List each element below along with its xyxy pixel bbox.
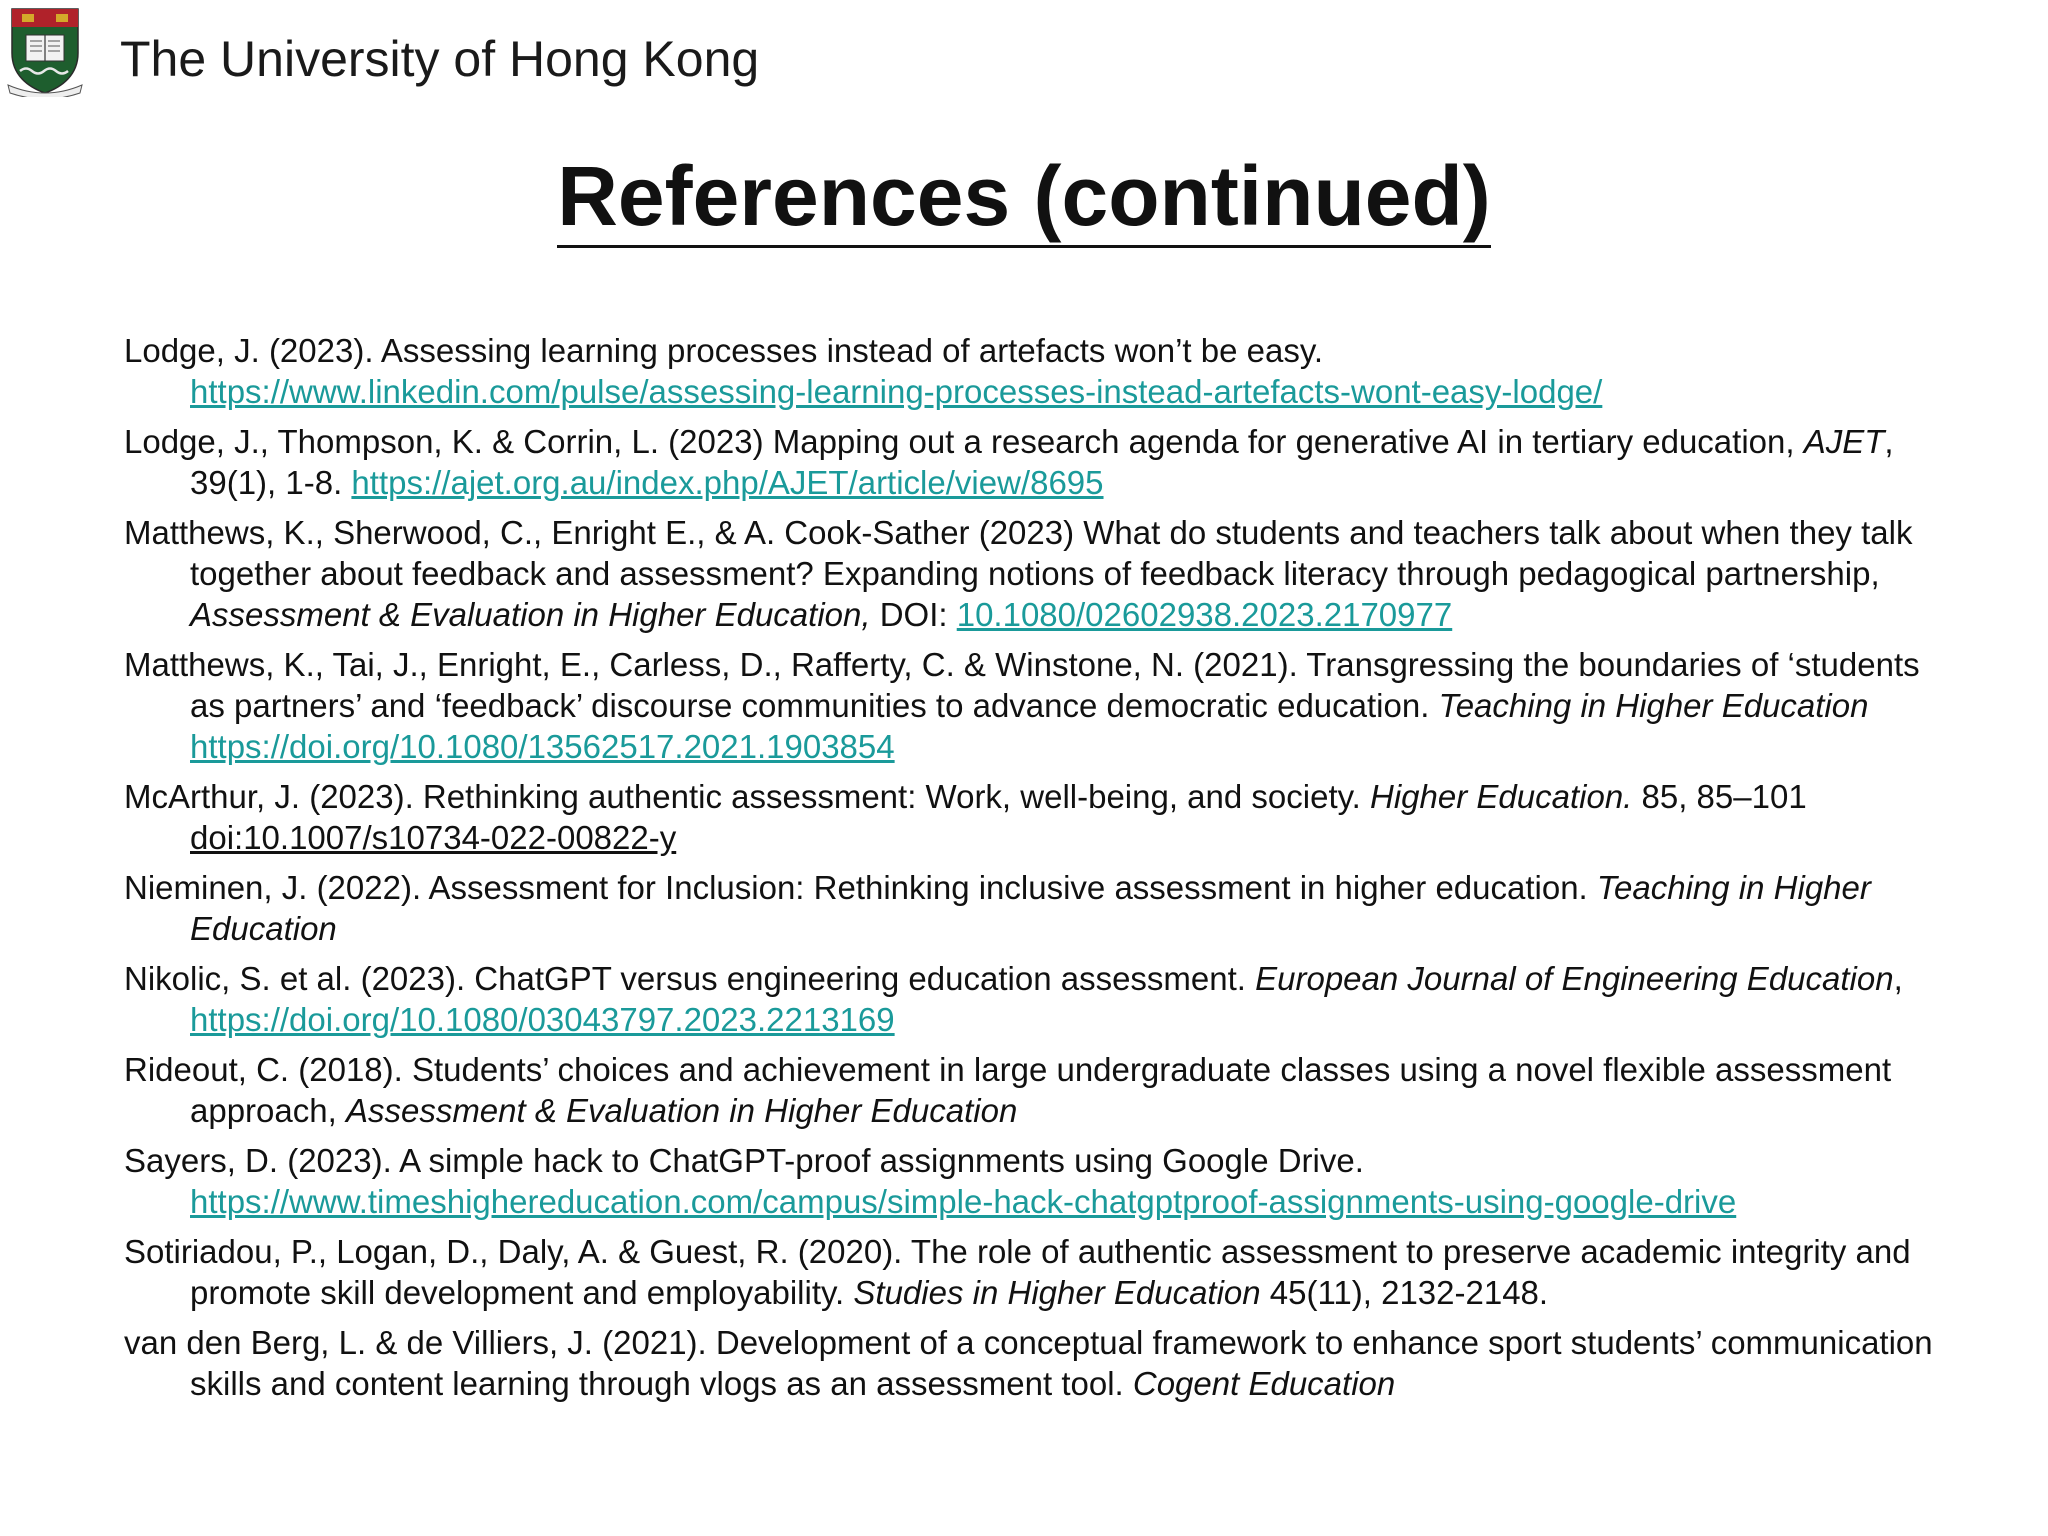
reference-entry bbox=[124, 512, 1944, 635]
reference-journal: Studies in Higher Education bbox=[853, 1274, 1261, 1311]
reference-details: , 39(1), 1-8. bbox=[190, 423, 1894, 501]
reference-link[interactable]: https://doi.org/10.1080/03043797.2023.2213169 bbox=[190, 1001, 895, 1038]
reference-text: Sotiriadou, P., Logan, D., Daly, A. & Guest, R. (2020). The role of authentic assessment to preserve academic integrity and promote skill development and employability. bbox=[124, 1233, 1911, 1311]
slide-header bbox=[6, 6, 84, 96]
reference-text: Sayers, D. (2023). A simple hack to ChatGPT-proof assignments using Google Drive. bbox=[124, 1142, 1364, 1179]
reference-entry bbox=[124, 421, 1944, 503]
reference-link[interactable]: https://doi.org/10.1080/13562517.2021.1903854 bbox=[190, 728, 895, 765]
reference-journal: AJET bbox=[1803, 423, 1885, 460]
reference-text: McArthur, J. (2023). Rethinking authentic assessment: Work, well-being, and society. bbox=[124, 778, 1371, 815]
reference-entry bbox=[124, 867, 1944, 949]
institution-name: The University of Hong Kong bbox=[120, 31, 760, 87]
reference-journal: Assessment & Evaluation in Higher Education, bbox=[190, 596, 871, 633]
reference-entry bbox=[124, 776, 1944, 858]
reference-text: Matthews, K., Sherwood, C., Enright E., & A. Cook-Sather (2023) What do students and teachers talk about when they talk together about feedback and assessment? Expanding notions of feedback literacy through pedagogical partnership, bbox=[124, 514, 1913, 592]
reference-doi-link[interactable]: doi:10.1007/s10734-022-00822-y bbox=[190, 819, 677, 856]
reference-entry bbox=[124, 330, 1944, 412]
slide-title bbox=[0, 146, 2048, 246]
reference-list bbox=[124, 330, 1944, 1413]
reference-details: 85, 85–101 bbox=[1632, 778, 1807, 815]
slide-title-text: References (continued) bbox=[557, 149, 1491, 248]
reference-journal: Cogent Education bbox=[1132, 1365, 1396, 1402]
reference-entry bbox=[124, 644, 1944, 767]
reference-journal: Teaching in Higher Education bbox=[190, 869, 1871, 947]
reference-link[interactable]: https://www.timeshighereducation.com/campus/simple-hack-chatgptproof-assignments-using-google-drive bbox=[190, 1183, 1737, 1220]
reference-entry bbox=[124, 1231, 1944, 1313]
reference-text: van den Berg, L. & de Villiers, J. (2021). Development of a conceptual framework to enhance sport students’ communication skills and content learning through vlogs as an assessment tool. bbox=[124, 1324, 1933, 1402]
reference-details: , bbox=[1893, 960, 1903, 997]
reference-details: 45(11), 2132-2148. bbox=[1260, 1274, 1549, 1311]
reference-link[interactable]: https://www.linkedin.com/pulse/assessing-learning-processes-instead-artefacts-wont-easy-lodge/ bbox=[190, 373, 1603, 410]
reference-text: Lodge, J. (2023). Assessing learning processes instead of artefacts won’t be easy. bbox=[124, 332, 1324, 369]
reference-link[interactable]: 10.1080/02602938.2023.2170977 bbox=[956, 596, 1453, 633]
reference-text: Nikolic, S. et al. (2023). ChatGPT versus engineering education assessment. bbox=[124, 960, 1256, 997]
reference-journal: European Journal of Engineering Education bbox=[1255, 960, 1894, 997]
reference-text: Matthews, K., Tai, J., Enright, E., Carless, D., Rafferty, C. & Winstone, N. (2021). Transgressing the boundaries of ‘students as partners’ and ‘feedback’ discourse communities to advance democratic education. bbox=[124, 646, 1920, 724]
reference-entry bbox=[124, 1322, 1944, 1404]
reference-entry bbox=[124, 958, 1944, 1040]
reference-journal: Assessment & Evaluation in Higher Education bbox=[345, 1092, 1018, 1129]
reference-text: Lodge, J., Thompson, K. & Corrin, L. (2023) Mapping out a research agenda for generative AI in tertiary education, bbox=[124, 423, 1804, 460]
reference-text: Nieminen, J. (2022). Assessment for Inclusion: Rethinking inclusive assessment in higher education. bbox=[124, 869, 1597, 906]
reference-journal: Higher Education. bbox=[1370, 778, 1633, 815]
hku-crest-icon bbox=[6, 5, 84, 97]
reference-journal: Teaching in Higher Education bbox=[1438, 687, 1869, 724]
reference-link[interactable]: https://ajet.org.au/index.php/AJET/article/view/8695 bbox=[351, 464, 1104, 501]
reference-entry bbox=[124, 1140, 1944, 1222]
reference-text: Rideout, C. (2018). Students’ choices and achievement in large undergraduate classes using a novel flexible assessment approach, bbox=[124, 1051, 1892, 1129]
reference-details: DOI: bbox=[870, 596, 957, 633]
reference-entry bbox=[124, 1049, 1944, 1131]
